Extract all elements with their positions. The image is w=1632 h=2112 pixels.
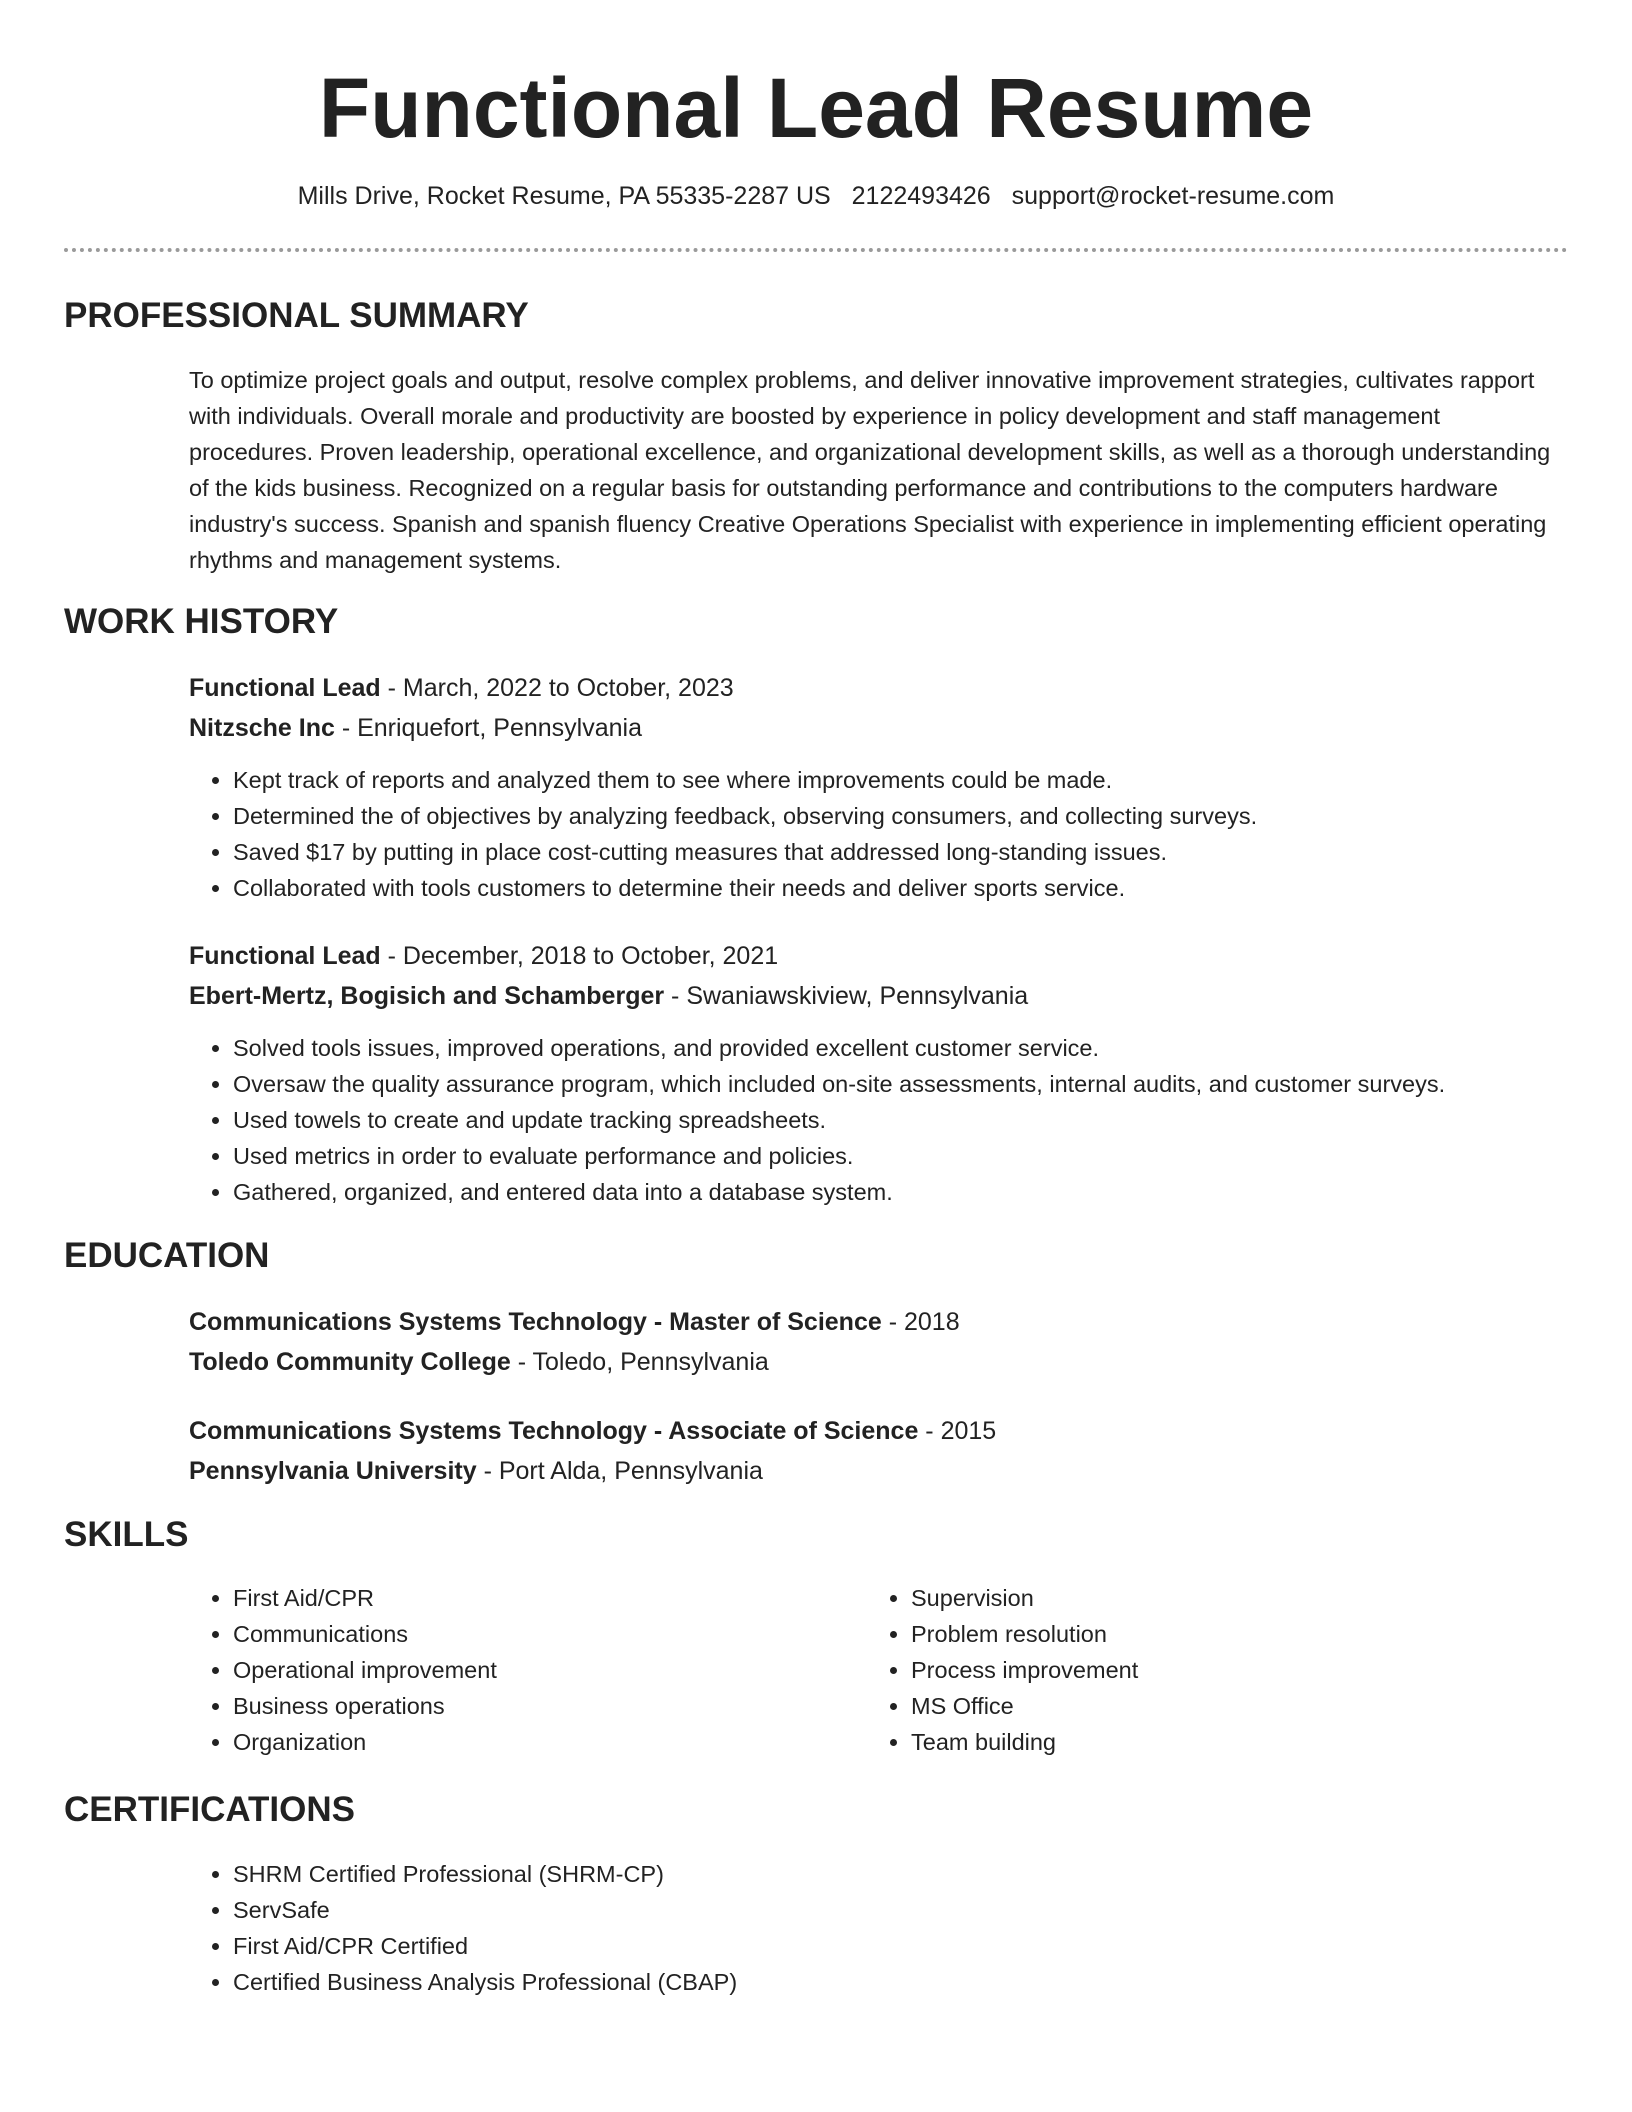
job-duties-list bbox=[189, 762, 1568, 906]
skills-list bbox=[189, 1580, 829, 1760]
job-dates: - March, 2022 to October, 2023 bbox=[380, 674, 734, 702]
school: Toledo Community College bbox=[189, 1348, 511, 1376]
job-entry bbox=[189, 936, 1568, 1210]
certifications-section bbox=[189, 1856, 1568, 2000]
skill-item: • Operational improvement bbox=[233, 1652, 829, 1688]
resume-title: Functional Lead Resume bbox=[318, 61, 1314, 155]
job-location: - Swaniawskiview, Pennsylvania bbox=[664, 982, 1029, 1010]
summary-heading: PROFESSIONAL SUMMARY bbox=[64, 296, 529, 335]
degree-line bbox=[189, 1411, 1568, 1451]
skill-item: • Process improvement bbox=[911, 1652, 1507, 1688]
certification-item: • SHRM Certified Professional (SHRM-CP) bbox=[233, 1856, 1568, 1892]
skill-item: • Business operations bbox=[233, 1688, 829, 1724]
job-title: Functional Lead bbox=[189, 674, 381, 702]
job-title-line bbox=[189, 936, 1568, 976]
job-duties-list bbox=[189, 1030, 1568, 1210]
job-duty: • Oversaw the quality assurance program, which included on-site assessments, internal audits, and customer surveys. bbox=[233, 1066, 1568, 1102]
work-history-heading: WORK HISTORY bbox=[64, 602, 339, 641]
job-duty: • Collaborated with tools customers to determine their needs and deliver sports service. bbox=[233, 870, 1568, 906]
skill-item: • Communications bbox=[233, 1616, 829, 1652]
certification-item: • ServSafe bbox=[233, 1892, 1568, 1928]
certification-item: • First Aid/CPR Certified bbox=[233, 1928, 1568, 1964]
education-heading: EDUCATION bbox=[64, 1236, 270, 1275]
resume-page bbox=[64, 0, 1568, 1995]
degree-line bbox=[189, 1302, 1568, 1342]
education-entry bbox=[189, 1411, 1568, 1491]
skills-column-right bbox=[867, 1580, 1507, 1760]
degree-year: - 2018 bbox=[881, 1308, 960, 1336]
degree: Communications Systems Technology - Master of Science bbox=[189, 1308, 882, 1336]
job-title: Functional Lead bbox=[189, 942, 381, 970]
job-duty: • Used metrics in order to evaluate performance and policies. bbox=[233, 1138, 1568, 1174]
job-company-line bbox=[189, 976, 1568, 1016]
job-title-line bbox=[189, 668, 1568, 708]
job-duty: • Solved tools issues, improved operations, and provided excellent customer service. bbox=[233, 1030, 1568, 1066]
job-location: - Enriquefort, Pennsylvania bbox=[334, 714, 642, 742]
header-divider bbox=[64, 248, 1568, 252]
contact-line bbox=[64, 178, 1568, 214]
skill-item: • Organization bbox=[233, 1724, 829, 1760]
school-line bbox=[189, 1342, 1568, 1382]
certifications-list bbox=[189, 1856, 1568, 2000]
skill-item: • Problem resolution bbox=[911, 1616, 1507, 1652]
job-duty: • Determined the of objectives by analyzing feedback, observing consumers, and collecting surveys. bbox=[233, 798, 1568, 834]
skills-list bbox=[867, 1580, 1507, 1760]
job-duty: • Kept track of reports and analyzed them to see where improvements could be made. bbox=[233, 762, 1568, 798]
school: Pennsylvania University bbox=[189, 1457, 477, 1485]
job-duty: • Used towels to create and update tracking spreadsheets. bbox=[233, 1102, 1568, 1138]
skill-item: • Supervision bbox=[911, 1580, 1507, 1616]
degree-year: - 2015 bbox=[918, 1417, 997, 1445]
school-location: - Toledo, Pennsylvania bbox=[510, 1348, 769, 1376]
certifications-heading: CERTIFICATIONS bbox=[64, 1790, 356, 1829]
contact-address: Mills Drive, Rocket Resume, PA 55335-2287 US bbox=[297, 182, 831, 210]
school-line bbox=[189, 1451, 1568, 1491]
school-location: - Port Alda, Pennsylvania bbox=[476, 1457, 763, 1485]
skill-item: • MS Office bbox=[911, 1688, 1507, 1724]
job-entry bbox=[189, 668, 1568, 906]
job-duty: • Saved $17 by putting in place cost-cutting measures that addressed long-standing issues. bbox=[233, 834, 1568, 870]
skills-column-left bbox=[189, 1580, 829, 1760]
contact-email: support@rocket-resume.com bbox=[1011, 182, 1335, 210]
skills-heading: SKILLS bbox=[64, 1515, 189, 1554]
education-entry bbox=[189, 1302, 1568, 1382]
job-company: Ebert-Mertz, Bogisich and Schamberger bbox=[189, 982, 665, 1010]
certification-item: • Certified Business Analysis Professional (CBAP) bbox=[233, 1964, 1568, 2000]
contact-phone: 2122493426 bbox=[851, 182, 991, 210]
job-company-line bbox=[189, 708, 1568, 748]
job-duty: • Gathered, organized, and entered data into a database system. bbox=[233, 1174, 1568, 1210]
summary-text: To optimize project goals and output, resolve complex problems, and deliver innovative improvement strategies, cultivates rapport with individuals. Overall morale and productivity are boosted by experience in policy development and staff management procedures. Proven leadership, operational excellence, and organizational development skills, as well as a thorough understanding of the kids business. Recognized on a regular basis for outstanding performance and contributions to the computers hardware industry's success. Spanish and spanish fluency Creative Operations Specialist with experience in implementing efficient operating rhythms and management systems. bbox=[189, 367, 1551, 573]
degree: Communications Systems Technology - Associate of Science bbox=[189, 1417, 919, 1445]
summary-section bbox=[189, 362, 1568, 578]
skill-item: • First Aid/CPR bbox=[233, 1580, 829, 1616]
job-company: Nitzsche Inc bbox=[189, 714, 335, 742]
job-dates: - December, 2018 to October, 2021 bbox=[380, 942, 779, 970]
skill-item: • Team building bbox=[911, 1724, 1507, 1760]
